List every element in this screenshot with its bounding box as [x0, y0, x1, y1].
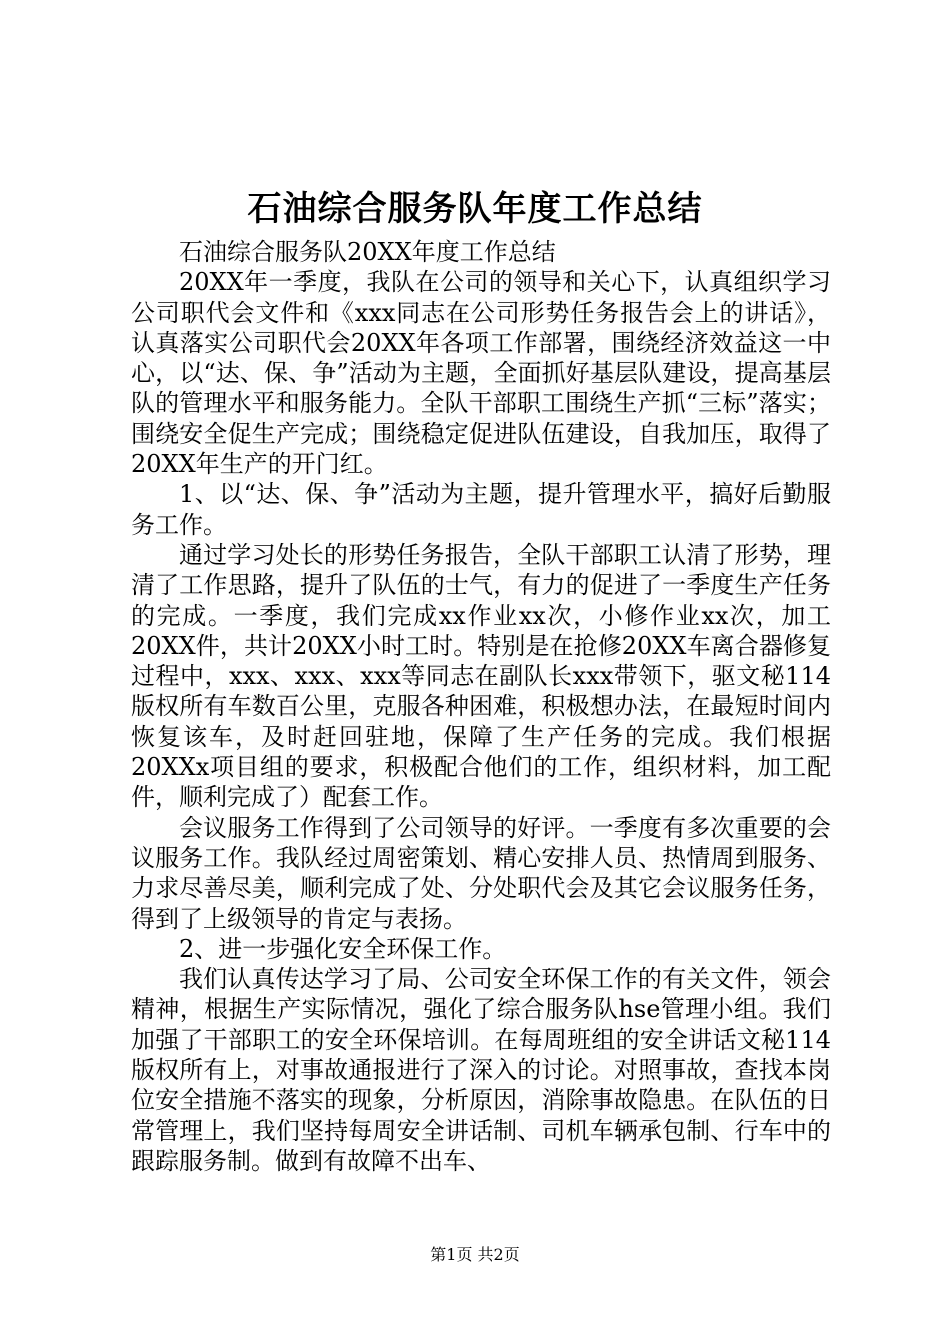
document-title: 石油综合服务队年度工作总结	[247, 189, 703, 229]
page-footer: 第1页 共2页	[430, 1245, 520, 1264]
paragraph-section-1-heading: 1、以“达、保、争”活动为主题，提升管理水平，搞好后勤服务工作。	[131, 480, 831, 539]
paragraph-meeting-service: 会议服务工作得到了公司领导的好评。一季度有多次重要的会议服务工作。我队经过周密策划、精心安排人员、热情周到服务、力求尽善尽美，顺利完成了处、分处职代会及其它会议服务任务，得到了上级领导的肯定与表扬。	[131, 813, 831, 933]
paragraph-section-2-body: 我们认真传达学习了局、公司安全环保工作的有关文件，领会精神，根据生产实际情况，强化了综合服务队hse管理小组。我们加强了干部职工的安全环保培训。在每周班组的安全讲话文秘114版权所有上，对事故通报进行了深入的讨论。对照事故，查找本岗位安全措施不落实的现象，分析原因，消除事故隐患。在队伍的日常管理上，我们坚持每周安全讲话制、司机车辆承包制、行车中的跟踪服务制。做到有故障不出车、	[131, 965, 831, 1175]
paragraph-section-1-body: 通过学习处长的形势任务报告，全队干部职工认清了形势，理清了工作思路，提升了队伍的士气，有力的促进了一季度生产任务的完成。一季度，我们完成xx作业xx次，小修作业xx次，加工20XX件，共计20XX小时工时。特别是在抢修20XX车离合器修复过程中，xxx、xxx、xxx等同志在副队长xxx带领下，驱文秘114版权所有车数百公里，克服各种困难，积极想办法，在最短时间内恢复该车，及时赶回驻地，保障了生产任务的完成。我们根据20XXx项目组的要求，积极配合他们的工作，组织材料，加工配件，顺利完成了）配套工作。	[131, 540, 831, 812]
paragraph-subtitle: 石油综合服务队20XX年度工作总结	[179, 238, 556, 266]
paragraph-intro: 20XX年一季度，我队在公司的领导和关心下，认真组织学习公司职代会文件和《xxx同志在公司形势任务报告会上的讲话》，认真落实公司职代会20XX年各项工作部署，围绕经济效益这一中心，以“达、保、争”活动为主题，全面抓好基层队建设，提高基层队的管理水平和服务能力。全队干部职工围绕生产抓“三标”落实；围绕安全促生产完成；围绕稳定促进队伍建设，自我加压，取得了20XX年生产的开门红。	[131, 268, 831, 479]
document-body	[131, 237, 831, 1176]
paragraph-section-2-heading: 2、进一步强化安全环保工作。	[179, 934, 507, 963]
